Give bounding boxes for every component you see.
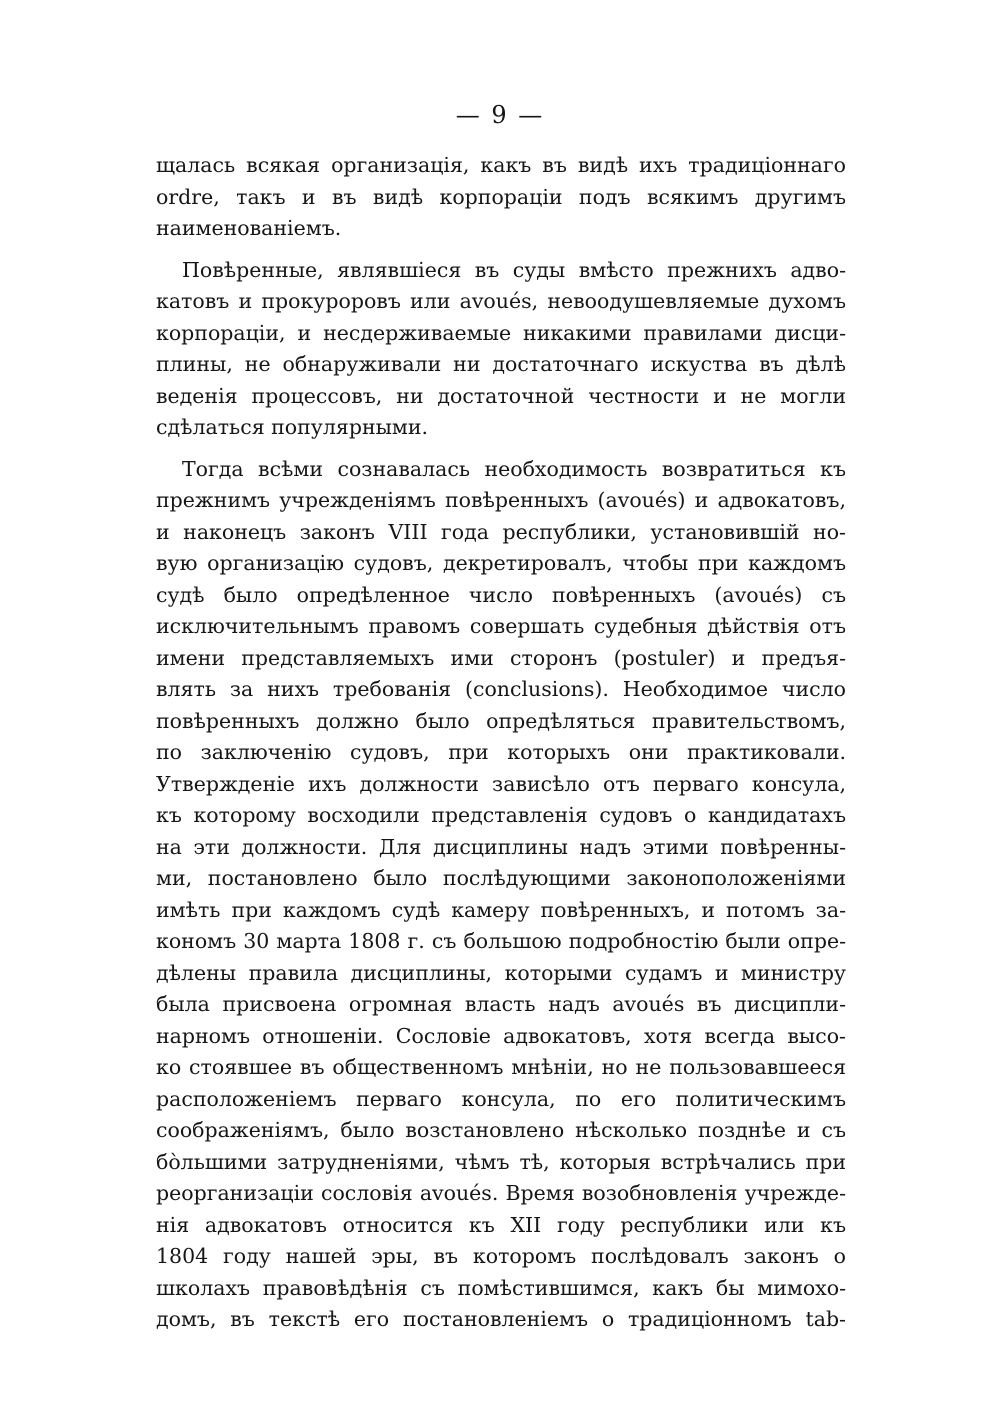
paragraph bbox=[156, 454, 846, 1336]
text-line: къ которому восходили представленія судовъ о кандидатахъ bbox=[156, 803, 846, 827]
page-number: — 9 — bbox=[455, 101, 545, 129]
body-text bbox=[156, 150, 846, 1336]
text-line: домъ, въ текстѣ его постановленіемъ о традиціонномъ tab- bbox=[156, 1307, 846, 1331]
text-line: соображеніямъ, было возстановлено нѣсколько позднѣе и съ bbox=[156, 1118, 846, 1142]
text-line: Утвержденіе ихъ должности зависѣло отъ перваго консула, bbox=[156, 771, 846, 796]
text-line: имени представляемыхъ ими сторонъ (postuler) и предъя- bbox=[156, 645, 846, 670]
text-line: влять за нихъ требованія (conclusions). Необходимое число bbox=[156, 677, 846, 701]
text-line: ordre, такъ и въ видѣ корпораціи подъ всякимъ другимъ bbox=[156, 184, 846, 209]
text-line: судѣ было опредѣленное число повѣренныхъ (avoués) съ bbox=[156, 582, 846, 607]
text-line: расположеніемъ перваго консула, по его политическимъ bbox=[156, 1086, 846, 1111]
text-line: имѣть при каждомъ судѣ камеру повѣренныхъ, и потомъ за- bbox=[156, 897, 846, 922]
text-line: 1804 году нашей эры, въ которомъ послѣдовалъ законъ о bbox=[156, 1244, 846, 1268]
paragraph bbox=[156, 150, 846, 245]
text-line: бо̀льшими затрудненіями, чѣмъ тѣ, которыя встрѣчались при bbox=[156, 1149, 846, 1174]
text-line: плины, не обнаруживали ни достаточнаго искуства въ дѣлѣ bbox=[156, 352, 846, 376]
text-line: ми, постановлено было послѣдующими законоположеніями bbox=[156, 866, 846, 890]
text-line: на эти должности. Для дисциплины надъ этими повѣренны- bbox=[156, 834, 846, 859]
text-line: исключительнымъ правомъ совершать судебныя дѣйствія отъ bbox=[156, 614, 846, 638]
text-line: Повѣренные, являвшіеся въ суды вмѣсто прежнихъ адво- bbox=[182, 257, 846, 282]
text-line: и наконецъ законъ VIII года республики, установившій но- bbox=[156, 519, 846, 544]
text-line: была присвоена огромная власть надъ avoués въ дисципли- bbox=[156, 992, 846, 1016]
text-line: повѣренныхъ должно было опредѣляться правительствомъ, bbox=[156, 708, 846, 733]
text-line: сдѣлаться популярными. bbox=[156, 415, 429, 439]
text-line: дѣлены правила дисциплины, которыми судамъ и министру bbox=[156, 960, 846, 985]
text-line: нарномъ отношеніи. Сословіе адвокатовъ, хотя всегда высо- bbox=[156, 1023, 846, 1048]
text-line: Тогда всѣми сознавалась необходимость возвратиться къ bbox=[182, 456, 846, 481]
text-line: реорганизаціи сословія avoués. Время возобновленія учрежде- bbox=[156, 1181, 846, 1205]
text-line: корпораціи, и несдерживаемые никакими правилами дисци- bbox=[156, 320, 846, 345]
text-line: веденія процессовъ, ни достаточной честности и не могли bbox=[156, 383, 846, 408]
text-line: щалась всякая организація, какъ въ видѣ ихъ традиціоннаго bbox=[156, 153, 846, 177]
text-line: катовъ и прокуроровъ или avoués, невоодушевляемые духомъ bbox=[156, 289, 846, 313]
text-line: школахъ правовѣдѣнія съ помѣстившимся, какъ бы мимохо- bbox=[156, 1275, 846, 1300]
text-line: ко стоявшее въ общественномъ мнѣніи, но не пользовавшееся bbox=[156, 1055, 846, 1079]
text-line: кономъ 30 марта 1808 г. съ большою подробностію были опре- bbox=[156, 929, 846, 953]
text-line: вую организацію судовъ, декретировалъ, чтобы при каждомъ bbox=[156, 551, 846, 575]
paragraph bbox=[156, 255, 846, 444]
text-line: наименованіемъ. bbox=[156, 216, 342, 240]
text-line: прежнимъ учрежденіямъ повѣренныхъ (avoués) и адвокатовъ, bbox=[156, 488, 846, 512]
text-line: по заключенію судовъ, при которыхъ они практиковали. bbox=[156, 740, 846, 764]
text-line: нія адвокатовъ относится къ XII году республики или къ bbox=[156, 1212, 846, 1237]
